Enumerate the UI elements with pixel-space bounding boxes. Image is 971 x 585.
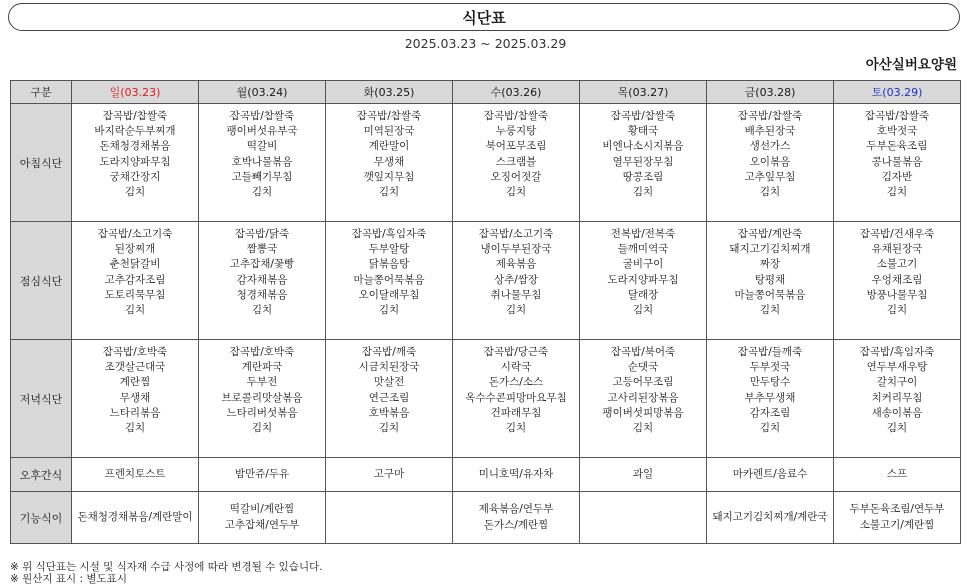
menu-cell-sat [834,104,961,222]
menu-item: 고구마 [326,467,452,482]
header-row [11,81,961,104]
menu-item: 김치 [580,185,706,200]
menu-cell-thu [580,104,707,222]
menu-item: 김치 [72,303,198,318]
menu-item: 팽이버섯유부국 [199,124,325,139]
menu-item: 잡곡밥/찹쌀죽 [72,109,198,124]
menu-cell-fri [707,340,834,458]
menu-item: 북어포무조림 [453,139,579,154]
menu-item: 느타리볶음 [72,406,198,421]
day-name: 금 [745,86,756,99]
menu-item: 호박나물볶음 [199,155,325,170]
menu-item: 만두탕수 [707,375,833,390]
corner-header: 구분 [11,81,72,104]
menu-item: 옥수수콘피망마요무침 [453,391,579,406]
menu-cell-mon [199,340,326,458]
menu-item: 두부돈육조림 [834,139,960,154]
menu-item: 조갯살근대국 [72,360,198,375]
menu-item: 우엉채조림 [834,273,960,288]
menu-item: 마늘쫑어묵볶음 [326,273,452,288]
menu-item: 두부전 [199,375,325,390]
menu-item: 팽이버섯피망볶음 [580,406,706,421]
menu-item: 김치 [453,421,579,436]
menu-item: 계란말이 [326,139,452,154]
menu-item: 취나물무침 [453,288,579,303]
menu-item: 도라지양파무침 [72,155,198,170]
notes [10,562,323,585]
menu-item: 연두부새우탕 [834,360,960,375]
meal-label: 점심식단 [11,222,72,340]
menu-cell-wed [453,104,580,222]
menu-item: 궁채간장지 [72,170,198,185]
day-name: 토 [872,86,883,99]
menu-cell-tue [326,104,453,222]
menu-cell-sun [72,340,199,458]
menu-item: 프렌치토스트 [72,467,198,482]
menu-item: 잡곡밥/닭죽 [199,227,325,242]
menu-item: 잡곡밥/찹쌀죽 [580,109,706,124]
menu-item: 김치 [199,185,325,200]
menu-item: 김치 [834,303,960,318]
menu-item: 김치 [707,185,833,200]
menu-cell-mon [199,222,326,340]
menu-item: 유채된장국 [834,242,960,257]
day-date: (03.23) [120,86,160,99]
menu-cell-thu [580,458,707,492]
menu-item: 청경채볶음 [199,288,325,303]
menu-cell-tue [326,492,453,544]
day-name: 일 [110,86,121,99]
menu-item: 감자채볶음 [199,273,325,288]
menu-item: 김치 [326,421,452,436]
menu-item: 도라지양파무침 [580,273,706,288]
day-header-thu [580,81,707,104]
day-header-fri [707,81,834,104]
note-change: ※ 위 식단표는 시설 및 식자재 수급 사정에 따라 변경될 수 있습니다. [10,562,323,574]
menu-cell-tue [326,458,453,492]
menu-item: 김치 [707,303,833,318]
menu-item: 김치 [453,303,579,318]
menu-cell-sat [834,492,961,544]
day-header-sun [72,81,199,104]
menu-cell-sat [834,458,961,492]
menu-item: 미니호떡/유자차 [453,467,579,482]
menu-item: 시금치된장국 [326,360,452,375]
menu-item: 호박볶음 [326,406,452,421]
menu-cell-mon [199,492,326,544]
menu-cell-sun [72,104,199,222]
menu-item: 들깨미역국 [580,242,706,257]
menu-item: 브로콜리맛살볶음 [199,391,325,406]
menu-item: 오이볶음 [707,155,833,170]
menu-item: 김치 [72,185,198,200]
menu-item: 김치 [834,185,960,200]
menu-item: 생선가스 [707,139,833,154]
menu-cell-fri [707,492,834,544]
meal-label: 기능식이 [11,492,72,544]
menu-cell-wed [453,222,580,340]
menu-item: 돈채청경채볶음/계란말이 [72,510,198,525]
day-name: 월 [237,86,248,99]
menu-item: 새송이볶음 [834,406,960,421]
menu-item: 탕평채 [707,273,833,288]
menu-item: 잡곡밥/깨죽 [326,345,452,360]
menu-item: 김치 [834,421,960,436]
menu-cell-wed [453,340,580,458]
menu-cell-sun [72,222,199,340]
menu-item: 소불고기/계란찜 [834,518,960,533]
menu-item: 고등어무조림 [580,375,706,390]
meal-label: 아침식단 [11,104,72,222]
menu-item: 두부젓국 [707,360,833,375]
menu-cell-thu [580,222,707,340]
menu-item: 열무된장무침 [580,155,706,170]
menu-item: 마카렌트/음료수 [707,467,833,482]
menu-item: 김치 [199,421,325,436]
menu-item: 계란파국 [199,360,325,375]
menu-item: 제육볶음/연두부 [453,502,579,517]
menu-item: 상추/쌈장 [453,273,579,288]
menu-item: 감자조림 [707,406,833,421]
menu-cell-wed [453,458,580,492]
menu-cell-mon [199,458,326,492]
menu-item: 순댓국 [580,360,706,375]
menu-item: 달래장 [580,288,706,303]
menu-item: 스크램블 [453,155,579,170]
menu-item: 비엔나소시지볶음 [580,139,706,154]
menu-item: 김치 [326,185,452,200]
menu-item: 냉이두부된장국 [453,242,579,257]
menu-item: 바지락순두부찌개 [72,124,198,139]
menu-item: 돼지고기김치찌개 [707,242,833,257]
meal-row [11,104,961,222]
day-name: 화 [364,86,375,99]
menu-item: 계란찜 [72,375,198,390]
menu-item: 무생채 [326,155,452,170]
menu-item: 치커리무침 [834,391,960,406]
menu-item: 스프 [834,467,960,482]
menu-item: 잡곡밥/소고기죽 [72,227,198,242]
menu-item: 굴비구이 [580,257,706,272]
day-date: (03.24) [247,86,287,99]
menu-item: 무생채 [72,391,198,406]
menu-item: 오징어젓갈 [453,170,579,185]
day-name: 수 [491,86,502,99]
menu-cell-sat [834,340,961,458]
menu-item: 시락국 [453,360,579,375]
menu-item: 두부알탕 [326,242,452,257]
menu-body [11,104,961,544]
meal-label: 저녁식단 [11,340,72,458]
menu-item: 돈가스/계란찜 [453,518,579,533]
menu-cell-sun [72,492,199,544]
menu-item: 잡곡밥/흑임자죽 [326,227,452,242]
menu-cell-fri [707,104,834,222]
menu-item: 잡곡밥/들깨죽 [707,345,833,360]
menu-item: 돈가스/소스 [453,375,579,390]
day-date: (03.26) [501,86,541,99]
menu-item: 잡곡밥/당근죽 [453,345,579,360]
menu-item: 맛살전 [326,375,452,390]
menu-item: 느타리버섯볶음 [199,406,325,421]
menu-cell-tue [326,222,453,340]
menu-item: 건파래무침 [453,406,579,421]
menu-item: 배추된장국 [707,124,833,139]
date-range: 2025.03.23 ~ 2025.03.29 [0,36,971,51]
menu-item: 김치 [72,421,198,436]
menu-item: 깻잎지무침 [326,170,452,185]
menu-item: 잡곡밥/찹쌀죽 [707,109,833,124]
menu-cell-fri [707,222,834,340]
menu-item: 잡곡밥/호박죽 [199,345,325,360]
menu-item: 김치 [707,421,833,436]
menu-cell-thu [580,492,707,544]
menu-item: 밤만쥬/두유 [199,467,325,482]
menu-item: 제육볶음 [453,257,579,272]
menu-item: 갈치구이 [834,375,960,390]
menu-item: 잡곡밥/건새우죽 [834,227,960,242]
menu-item: 호박젓국 [834,124,960,139]
menu-cell-fri [707,458,834,492]
menu-item: 전복밥/전복죽 [580,227,706,242]
title-box [8,3,960,31]
menu-table [10,80,961,544]
day-date: (03.28) [755,86,795,99]
menu-item: 고사리된장볶음 [580,391,706,406]
menu-item: 김치 [580,303,706,318]
menu-item: 두부돈육조림/연두부 [834,502,960,517]
day-date: (03.29) [882,86,922,99]
menu-item: 된장찌개 [72,242,198,257]
menu-item: 마늘쫑어묵볶음 [707,288,833,303]
menu-item: 닭볶음탕 [326,257,452,272]
facility-name: 아산실버요양원 [866,53,957,73]
menu-cell-mon [199,104,326,222]
menu-item: 고추잎무침 [707,170,833,185]
meal-row [11,492,961,544]
menu-item: 소불고기 [834,257,960,272]
day-name: 목 [618,86,629,99]
menu-item: 황태국 [580,124,706,139]
menu-item: 고추감자조림 [72,273,198,288]
menu-item: 잡곡밥/북어죽 [580,345,706,360]
day-header-tue [326,81,453,104]
day-header-mon [199,81,326,104]
menu-item: 짬뽕국 [199,242,325,257]
menu-item: 고추잡채/연두부 [199,518,325,533]
menu-item: 고추잡채/꽃빵 [199,257,325,272]
menu-cell-sun [72,458,199,492]
page-title: 식단표 [462,7,505,28]
menu-item: 춘천닭갈비 [72,257,198,272]
menu-item: 돈채청경채볶음 [72,139,198,154]
day-header-wed [453,81,580,104]
menu-item: 연근조림 [326,391,452,406]
menu-item: 잡곡밥/찹쌀죽 [326,109,452,124]
meal-row [11,340,961,458]
menu-item: 돼지고기김치찌개/계란국 [707,510,833,525]
menu-cell-thu [580,340,707,458]
menu-cell-tue [326,340,453,458]
meal-row [11,222,961,340]
menu-cell-wed [453,492,580,544]
menu-item: 잡곡밥/소고기죽 [453,227,579,242]
menu-item: 김치 [199,303,325,318]
menu-item: 누룽지탕 [453,124,579,139]
menu-item: 방풍나물무침 [834,288,960,303]
menu-item: 잡곡밥/흑임자죽 [834,345,960,360]
menu-item: 과일 [580,467,706,482]
menu-item: 짜장 [707,257,833,272]
menu-item: 잡곡밥/찹쌀죽 [834,109,960,124]
day-date: (03.27) [628,86,668,99]
menu-item: 고들빼기무침 [199,170,325,185]
menu-item: 땅콩조림 [580,170,706,185]
menu-item: 김치 [453,185,579,200]
menu-item: 떡갈비 [199,139,325,154]
day-date: (03.25) [374,86,414,99]
menu-item: 김치 [580,421,706,436]
day-header-sat [834,81,961,104]
menu-cell-sat [834,222,961,340]
meal-label: 오후간식 [11,458,72,492]
menu-item: 도토리묵무침 [72,288,198,303]
note-origin: ※ 원산지 표시 : 별도표시 [10,574,323,585]
menu-item: 잡곡밥/찹쌀죽 [453,109,579,124]
menu-item: 김치 [326,303,452,318]
menu-item: 잡곡밥/호박죽 [72,345,198,360]
menu-item: 잡곡밥/계란죽 [707,227,833,242]
menu-item: 오이달래무침 [326,288,452,303]
menu-item: 떡갈비/계란찜 [199,502,325,517]
menu-item: 잡곡밥/찹쌀죽 [199,109,325,124]
menu-item: 미역된장국 [326,124,452,139]
menu-item: 부추무생채 [707,391,833,406]
menu-item: 김자반 [834,170,960,185]
meal-row [11,458,961,492]
menu-item: 콩나물볶음 [834,155,960,170]
